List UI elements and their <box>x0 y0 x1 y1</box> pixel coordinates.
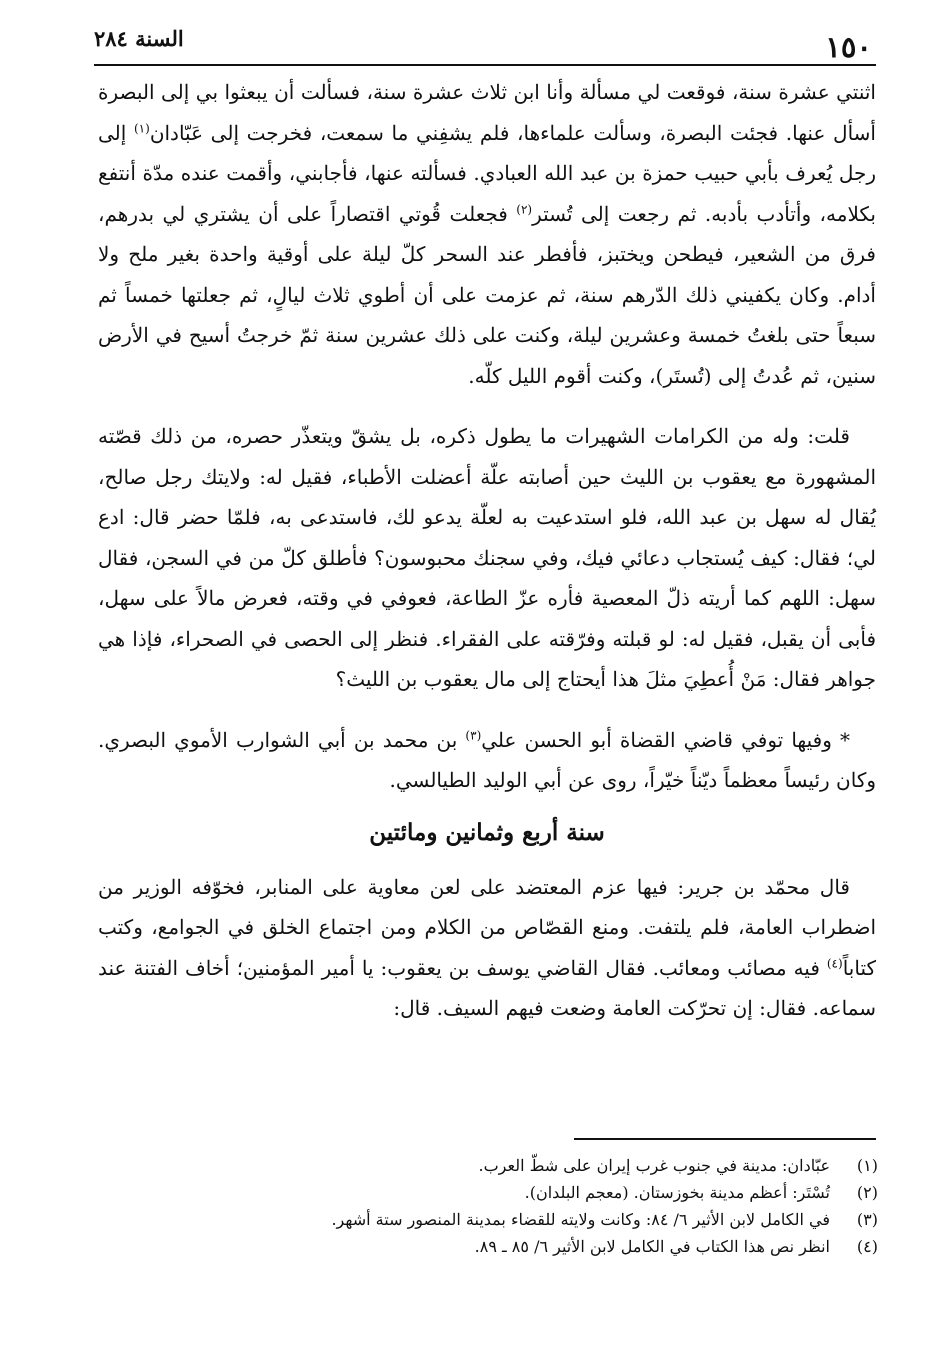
footnote-item <box>98 1179 878 1206</box>
paragraph-text: بن محمد بن أبي الشوارب الأموي البصري. وكان رئيساً معظماً ديّناً خيّراً، روى عن أبي الوليد الطيالسي. <box>98 727 876 792</box>
paragraph-text: اثنتي عشرة سنة، فوقعت لي مسألة وأنا ابن ثلاث عشرة سنة، فسألت أن يبعثوا بي إلى البصرة أسأل عنها. فجئت البصرة، وسألت علماءها، فلم يشفِني ما سمعت، فخرجت إلى عَبّادان <box>98 80 876 145</box>
paragraph-sahl-story <box>98 72 876 396</box>
paragraph-karamat: قلت: وله من الكرامات الشهيرات ما يطول ذكره، بل يشقّ ويتعذّر حصره، من ذلك قصّته المشهورة مع يعقوب بن الليث حين أصابته علّة أعضلت الأطباء، فقيل له: ولايتك رجل صالح، يُقال له سهل بن عبد الله، فلو استدعيت به لعلّة يدعو لك، فاستدعى به، فلمّا حضر قال: ادع لي؛ فقال: كيف يُستجاب دعائي فيك، وفي سجنك محبوسون؟ فأطلق كلّ من في السجن، فقال سهل: اللهم كما أريته ذلّ المعصية فأره عزّ الطاعة، فعوفي في وقته، فعرض مالاً على سهل، فأبى أن يقبل، فقيل له: لو قبلته وفرّقته على الفقراء. فنظر إلى الحصى في الصحراء، فإذا هي جواهر فقال: مَنْ أُعطِيَ مثلَ هذا أيحتاج إلى مال يعقوب بن الليث؟ <box>98 424 876 691</box>
footnote-ref-4[interactable]: (٤) <box>826 955 843 970</box>
footnote-item <box>98 1152 878 1179</box>
footnote-ref-3[interactable]: (٣) <box>465 727 482 742</box>
footnote-number: (٢) <box>856 1183 878 1202</box>
footnote-text: عبّادان: مدينة في جنوب غرب إيران على شطّ العرب. <box>478 1156 830 1175</box>
footnote-number: (٣) <box>856 1210 878 1229</box>
footnote-divider <box>574 1138 876 1140</box>
page-number: ١٥٠ <box>825 30 872 64</box>
footnote-ref-1[interactable]: (١) <box>133 120 150 135</box>
main-text <box>98 72 876 1029</box>
footnote-number: (٤) <box>856 1237 878 1256</box>
paragraph-text: إلى رجل يُعرف بأبي حبيب حمزة بن عبد الله العبادي. فسألته عنها، فأجابني، وأقمت عنده مدّة أنتفع بكلامه، وأتأدب بأدبه. ثم رجعت إلى تُستر <box>98 120 876 226</box>
footnotes <box>98 1152 878 1260</box>
running-title-year: السنة ٢٨٤ <box>94 26 184 51</box>
footnote-item <box>98 1206 878 1233</box>
footnote-text: في الكامل لابن الأثير ٦/ ٨٤: وكانت ولايته للقضاء بمدينة المنصور ستة أشهر. <box>331 1210 830 1229</box>
footnote-text: انظر نص هذا الكتاب في الكامل لابن الأثير ٦/ ٨٥ ـ ٨٩. <box>474 1237 830 1256</box>
footnote-text: تُسْتَر: أعظم مدينة بخوزستان. (معجم البلدان). <box>524 1183 830 1202</box>
paragraph-text: فجعلت قُوتي اقتصاراً على أن يشتري لي بدرهم، فرق من الشعير، فيطحن ويختبز، فأفطر عند السحر كلّ ليلة على أوقية واحدة بغير ملح ولا أدام. وكان يكفيني ذلك الدّرهم سنة، ثم عزمت على أن أطوي ثلاث ليالٍ، ثم جعلتها خمساً ثم سبعاً حتى بلغتُ خمسة وعشرين ليلة، وكنت على ذلك عشرين سنة ثمّ خرجتُ أسيح في الأرض سنين، ثم عُدتُ إلى (تُستَر)، وكنت أقوم الليل كلّه. <box>98 201 876 388</box>
paragraph-qadi-death <box>98 720 876 801</box>
footnote-number: (١) <box>856 1156 878 1175</box>
paragraph-text: * وفيها توفي قاضي القضاة أبو الحسن علي <box>481 727 850 752</box>
footnote-ref-2[interactable]: (٢) <box>516 201 533 216</box>
paragraph-year-284 <box>98 867 876 1029</box>
page-header <box>94 24 876 66</box>
footnote-item <box>98 1233 878 1260</box>
section-heading: سنة أربع وثمانين ومائتين <box>369 818 605 846</box>
paragraph-text: قال محمّد بن جرير: فيها عزم المعتضد على لعن معاوية على المنابر، فخوّفه الوزير من اضطراب العامة، فلم يلتفت. ومنع القصّاص من الكلام ومن اجتماع الخلق في الجوامع، وكتب كتاباً <box>98 874 876 980</box>
paragraph-text: فيه مصائب ومعائب. فقال القاضي يوسف بن يعقوب: يا أمير المؤمنين؛ أخاف الفتنة عند سماعه. فقال: إن تحرّكت العامة وضعت فيهم السيف. قال: <box>98 955 876 1020</box>
